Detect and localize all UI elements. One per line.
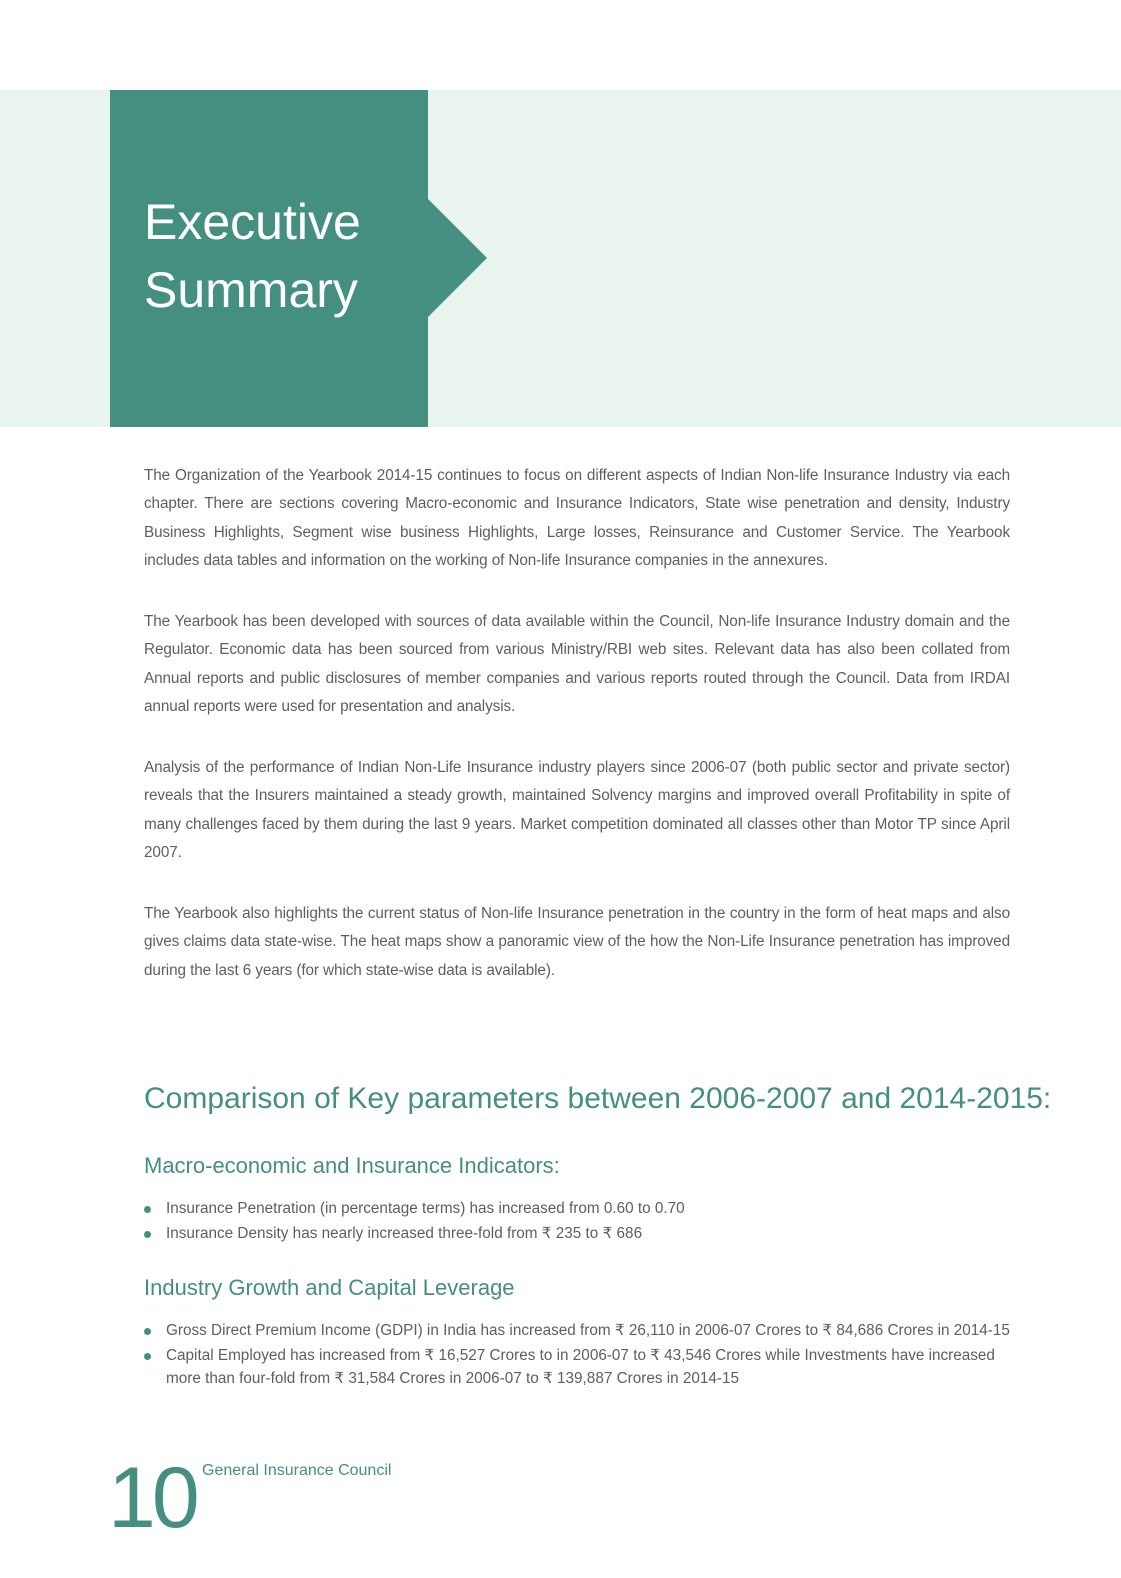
bullet-dot-icon bbox=[144, 1328, 151, 1335]
list-item bbox=[144, 1198, 1012, 1221]
intro-paragraph-organization: The Organization of the Yearbook 2014-15 continues to focus on different aspects of Indian Non-life Insurance Industry via each chapter. There are sections covering Macro-economic and Insurance Indicators, State wise penetration and density, Industry Business Highlights, Segment wise business Highlights, Large losses, Reinsurance and Customer Service. The Yearbook includes data tables and information on the working of Non-life Insurance companies in the annexures. bbox=[144, 467, 1010, 569]
comparison-heading: Comparison of Key parameters between 2006-2007 and 2014-2015: bbox=[144, 1082, 1052, 1115]
bullet-dot-icon bbox=[144, 1206, 151, 1213]
list-item-text: Gross Direct Premium Income (GDPI) in India has increased from ₹ 26,110 in 2006-07 Crores to ₹ 84,686 Crores in 2014-15 bbox=[166, 1322, 1010, 1339]
footer-organization-name: General Insurance Council bbox=[202, 1462, 392, 1479]
macro-indicators-heading: Macro-economic and Insurance Indicators: bbox=[144, 1153, 560, 1178]
page-title-line-1: Executive bbox=[144, 194, 361, 250]
bullet-dot-icon bbox=[144, 1353, 151, 1360]
industry-growth-heading: Industry Growth and Capital Leverage bbox=[144, 1275, 515, 1300]
intro-paragraph-analysis: Analysis of the performance of Indian Non-Life Insurance industry players since 2006-07 (both public sector and private sector) reveals that the Insurers maintained a steady growth, maintained Solvency margins and improved overall Profitability in spite of many challenges faced by them during the last 9 years. Market competition dominated all classes other than Motor TP since April 2007. bbox=[144, 759, 1010, 861]
page-number: 10 bbox=[108, 1450, 196, 1546]
page-title-line-2: Summary bbox=[144, 262, 358, 318]
list-item bbox=[144, 1320, 1012, 1343]
industry-growth-list bbox=[144, 1320, 1012, 1393]
list-item-text: Insurance Density has nearly increased three-fold from ₹ 235 to ₹ 686 bbox=[166, 1225, 643, 1242]
list-item-text: Insurance Penetration (in percentage terms) has increased from 0.60 to 0.70 bbox=[166, 1200, 685, 1217]
macro-indicators-list bbox=[144, 1198, 1012, 1248]
intro-paragraph-sources: The Yearbook has been developed with sources of data available within the Council, Non-life Insurance Industry domain and the Regulator. Economic data has been sourced from various Ministry/RBI web sites. Relevant data has also been collated from Annual reports and public disclosures of member companies and various reports routed through the Council. Data from IRDAI annual reports were used for presentation and analysis. bbox=[144, 613, 1010, 715]
list-item bbox=[144, 1345, 1012, 1390]
list-item bbox=[144, 1223, 1012, 1246]
page-title bbox=[144, 188, 444, 324]
list-item-text: Capital Employed has increased from ₹ 16,527 Crores to in 2006-07 to ₹ 43,546 Crores while Investments have increased more than four-fold from ₹ 31,584 Crores in 2006-07 to ₹ 139,887 Crores in 2014-15 bbox=[166, 1347, 995, 1387]
intro-paragraph-heat-maps: The Yearbook also highlights the current status of Non-life Insurance penetration in the country in the form of heat maps and also gives claims data state-wise. The heat maps show a panoramic view of the how the Non-Life Insurance penetration has improved during the last 6 years (for which state-wise data is available). bbox=[144, 905, 1010, 979]
bullet-dot-icon bbox=[144, 1231, 151, 1238]
